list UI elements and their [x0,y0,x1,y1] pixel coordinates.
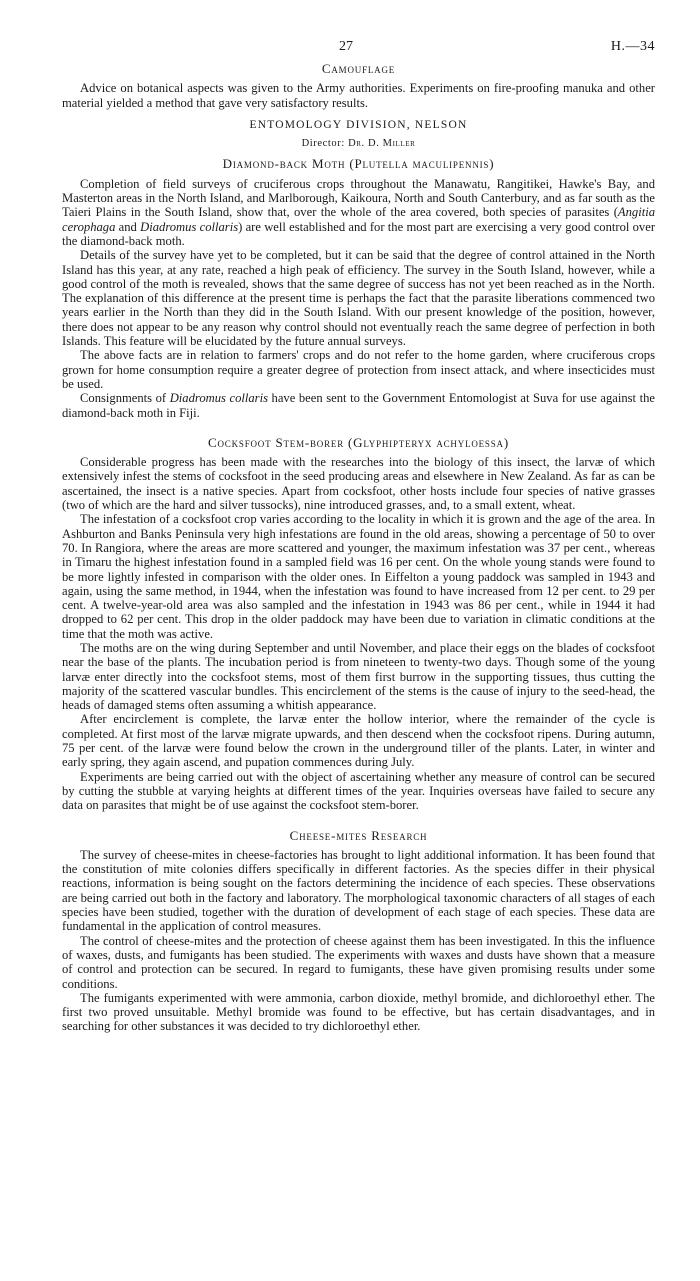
paragraph: Experiments are being carried out with the object of ascertaining whether any measure of control can be secured by cutting the stubble at varying heights at different times of the year. Inquiries overseas have failed to secure any data on parasites that might be of use against the cocksfoot stem-borer. [62,769,655,813]
paragraph: Details of the survey have yet to be completed, but it can be said that the degree of control attained in the North Island has this year, at any rate, reached a high peak of efficiency. The survey in the South Island, however, while a good control of the moth is revealed, shows that the same degree of success has not yet been reached as in the North. The explanation of this difference at the present time is perhaps the fact that the parasite liberations commenced two years earlier in the North than they did in the South Island. With our present knowledge of the position, however, there does not appear to be any reason why control should not eventually reach the same degree of perfection in both Islands. This feature will be elucidated by the future annual surveys. [62,248,655,349]
paragraph: The above facts are in relation to farmers' crops and do not refer to the home garden, where cruciferous crops grown for home consumption require a greater degree of protection from insect attack, and where insecticides must be used. [62,348,655,391]
paragraph: The control of cheese-mites and the protection of cheese against them has been investigated. In this the influence of waxes, dusts, and fumigants has been studied. The experiments with waxes and dusts have shown that a measure of control and protection can be secured. In regard to fumigants, these have given promising results under some conditions. [62,933,655,991]
paragraph: The moths are on the wing during September and until November, and place their eggs on the blades of cocksfoot near the base of the plants. The incubation period is from nineteen to twenty-two days. Though some of the young larvæ enter directly into the cocksfoot stems, most of them first burrow in the supporting tissues, thus cutting the majority of the scattered vascular bundles. This encirclement of the stems is the cause of injury to the seed-head, the heads of damaged stems often assuming a whitish appearance. [62,640,655,713]
paragraph: The survey of cheese-mites in cheese-factories has brought to light additional information. It has been found that the constitution of mite colonies differs specifically in different factories. As the species differ in their physical reactions, information is being sought on the factors determining the incidence of each species. These observations are being carried out both in the factory and laboratory. The morphological taxonomic characters of all stages of each species have been studied, together with the duration of development of each stage of each species. These data are fundamental in the application of control measures. [62,847,655,934]
section-heading-cheese-mites-research: Cheese-mites Research [289,827,428,843]
paragraph: Considerable progress has been made with the researches into the biology of this insect, the larvæ of which extensively infest the stems of cocksfoot in the seed producing areas and elsewhere in New Zealand. As far as can be ascertained, the insect is a native species. Apart from cocksfoot, other hosts include four species of native grasses (two of which are the hard and silver tussocks), nine introduced grasses, and, to a small extent, wheat. [62,455,655,513]
species-name: Angitia cerophaga [62,205,655,234]
paragraph: Consignments of Diadromus collaris have been sent to the Government Entomologist at Suva for use against the diamond-back moth in Fiji. [62,391,655,420]
species-name: Diadromus collaris [169,391,268,406]
paragraph: Advice on botanical aspects was given to the Army authorities. Experiments on fire-proofing manuka and other material yielded a method that gave very satisfactory results. [62,81,655,110]
director-label: Director: [301,138,345,150]
paragraph: The infestation of a cocksfoot crop varies according to the locality in which it is grown and the age of the area. In Ashburton and Banks Peninsula very high infestations are found in the old areas, showing a percentage of 50 to over 70. In Rangiora, where the areas are more scattered and younger, the maximum infestation was 37 per cent., whereas in Timaru the highest infestation found in a sampled field was 16 per cent. On the whole young stands were found to be more lightly infested in comparison with the older ones. In Eiffelton a young paddock was sampled in 1943 and again, using the same method, in 1944, when the infestation was found to have increased from 12 per cent. to 29 per cent. A twelve-year-old area was also sampled and the infestation in 1943 was 86 per cent., while in 1944 it had dropped to 62 per cent. This drop in the older paddock may have been due to variation in climatic conditions at the time that the moth was active. [62,512,655,641]
director-name: Dr. D. Miller [348,138,416,150]
division-title: ENTOMOLOGY DIVISION, NELSON [249,118,468,131]
report-code: H.—34 [610,39,655,54]
paragraph: Completion of field surveys of cruciferous crops throughout the Manawatu, Rangitikei, Hawke's Bay, and Masterton areas in the North Island, and Marlborough, Kaikoura, North and South Canterbury, and as far south as the Taieri Plains in the South Island, show that, over the whole of the area covered, both species of parasites (Angitia cerophaga and Diadromus collaris) are well established and for the most part are exercising a very good control over the diamond-back moth. [62,176,656,248]
section-heading-diamond-back-moth: Diamond-back Moth (Plutella maculipennis) [222,156,495,172]
section-heading-cocksfoot-stem-borer: Cocksfoot Stem-borer (Glyphipteryx achyloessa) [208,434,509,450]
director-line [62,137,655,151]
species-name: Diadromus collaris [140,219,239,234]
paragraph: After encirclement is complete, the larvæ enter the hollow interior, where the remainder of the cycle is completed. At first most of the larvæ migrate upwards, and then descend when the cocksfoot ripens. During autumn, 75 per cent. of the larvæ were found below the crown in the underground tiller of the plants. Later, in winter and early spring, they again ascend, and pupation commences during July. [62,712,655,770]
page-header [62,40,655,62]
page-number: 27 [339,39,353,54]
paragraph: The fumigants experimented with were ammonia, carbon dioxide, methyl bromide, and dichloroethyl ether. The first two proved unsuitable. Methyl bromide was found to be effective, but has certain disadvantages, and in searching for other substances it was decided to try dichloroethyl ether. [62,990,655,1034]
section-heading-camouflage: Camouflage [321,61,396,76]
